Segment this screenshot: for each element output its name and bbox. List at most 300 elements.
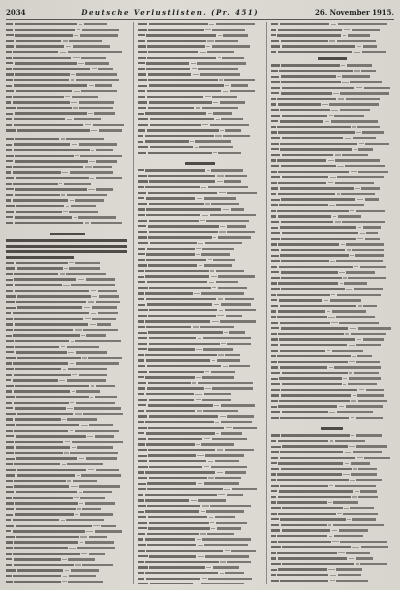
entry-number — [138, 371, 147, 373]
entry-number — [271, 210, 276, 212]
entry-name — [16, 396, 88, 398]
entry-number — [138, 427, 146, 429]
entry-status — [361, 187, 380, 189]
list-entry — [138, 342, 261, 346]
entry-status — [227, 494, 244, 496]
entry-status — [80, 497, 105, 499]
entry-number — [6, 458, 15, 460]
entry-separator — [346, 289, 352, 290]
entry-number — [6, 385, 14, 387]
entry-name — [145, 320, 210, 322]
entry-name — [15, 513, 74, 515]
entry-status — [332, 310, 366, 312]
entry-number — [6, 188, 14, 190]
entry-number — [271, 316, 276, 318]
list-entry — [271, 371, 394, 375]
entry-status — [218, 236, 251, 238]
entry-number — [6, 452, 14, 454]
entry-name — [280, 305, 357, 307]
entry-number — [138, 421, 143, 423]
entry-separator — [330, 580, 335, 581]
entry-separator — [71, 341, 74, 342]
entry-status — [98, 312, 119, 314]
entry-separator — [202, 215, 208, 216]
entry-number — [138, 186, 144, 188]
entry-status — [93, 166, 112, 168]
entry-name — [278, 310, 325, 312]
entry-separator — [225, 550, 230, 551]
entry-separator — [197, 410, 202, 411]
entry-name — [281, 394, 351, 396]
entry-name — [14, 564, 74, 566]
list-entry — [271, 281, 394, 285]
entry-status — [350, 507, 373, 509]
list-entry — [6, 457, 129, 461]
entry-number — [6, 547, 13, 549]
entry-separator — [332, 541, 339, 542]
list-entry — [138, 325, 261, 329]
entry-name — [146, 68, 190, 70]
list-entry — [6, 283, 129, 287]
list-entry — [6, 417, 129, 421]
entry-status — [232, 488, 257, 490]
entry-status — [224, 79, 255, 81]
entry-number — [6, 564, 12, 566]
list-entry — [138, 330, 261, 334]
list-entry — [138, 280, 261, 284]
entry-status — [97, 323, 111, 325]
entry-name — [17, 267, 63, 269]
entry-status — [218, 152, 240, 154]
list-entry — [271, 410, 394, 414]
entry-status — [81, 57, 105, 59]
entry-separator — [212, 287, 216, 288]
entry-number — [6, 166, 12, 168]
entry-separator — [322, 104, 327, 105]
entry-name — [15, 290, 89, 292]
entry-number — [138, 488, 145, 490]
entry-status — [358, 148, 372, 150]
entry-separator — [79, 24, 82, 25]
entry-separator — [63, 576, 67, 577]
entry-name — [145, 135, 214, 137]
entry-number — [271, 215, 277, 217]
entry-status — [71, 569, 99, 571]
entry-separator — [80, 542, 83, 543]
entry-number — [6, 290, 13, 292]
entry-separator — [343, 277, 347, 278]
entry-number — [6, 374, 12, 376]
entry-name — [277, 98, 336, 100]
entry-separator — [192, 68, 197, 69]
entry-name — [14, 480, 66, 482]
entry-status — [227, 231, 255, 233]
entry-status — [98, 68, 113, 70]
entry-number — [6, 79, 13, 81]
entry-status — [360, 490, 377, 492]
entry-name — [149, 220, 199, 222]
entry-separator — [73, 57, 80, 58]
entry-separator — [338, 98, 345, 99]
entry-name — [145, 186, 199, 188]
list-entry — [271, 214, 394, 218]
entry-number — [138, 113, 143, 115]
entry-separator — [80, 536, 87, 537]
entry-status — [227, 192, 257, 194]
list-entry — [6, 373, 129, 377]
entry-separator — [331, 294, 335, 295]
entry-status — [76, 362, 119, 364]
entry-status — [76, 79, 120, 81]
entry-name — [15, 407, 66, 409]
entry-number — [138, 410, 144, 412]
entry-number — [271, 518, 279, 520]
entry-name — [279, 266, 353, 268]
entry-status — [231, 550, 255, 552]
entry-number — [138, 432, 144, 434]
list-entry — [138, 275, 261, 279]
list-entry — [271, 63, 394, 67]
entry-number — [271, 171, 277, 173]
list-entry — [138, 543, 261, 547]
list-entry — [138, 498, 261, 502]
entry-separator — [202, 505, 209, 506]
entry-number — [138, 51, 146, 53]
entry-status — [356, 344, 381, 346]
entry-number — [6, 267, 15, 269]
entry-separator — [88, 113, 93, 114]
entry-name — [279, 70, 352, 72]
entry-number — [6, 368, 14, 370]
entry-status — [365, 238, 380, 240]
entry-status — [73, 45, 111, 47]
header-rule — [6, 19, 394, 20]
entry-name — [282, 411, 328, 413]
entry-separator — [350, 328, 356, 329]
entry-number — [271, 232, 280, 234]
entry-status — [213, 259, 235, 261]
entry-number — [6, 177, 14, 179]
entry-number — [138, 62, 144, 64]
list-entry — [6, 445, 129, 449]
entry-separator — [205, 388, 211, 389]
list-entry — [271, 39, 394, 43]
entry-number — [6, 530, 11, 532]
entry-separator — [67, 408, 73, 409]
entry-status — [64, 183, 91, 185]
list-entry — [271, 142, 394, 146]
entry-status — [96, 149, 113, 151]
entry-number — [6, 160, 13, 162]
entry-status — [216, 270, 244, 272]
list-entry — [271, 147, 394, 151]
entry-number — [138, 538, 143, 540]
entry-status — [202, 248, 234, 250]
entry-status — [363, 305, 376, 307]
list-entry — [6, 378, 129, 382]
list-entry — [6, 89, 129, 93]
entry-status — [349, 377, 381, 379]
section-note-line — [6, 244, 129, 248]
list-entry — [271, 568, 394, 572]
list-entry — [271, 136, 394, 140]
entry-separator — [343, 35, 347, 36]
entry-name — [15, 385, 89, 387]
entry-separator — [75, 413, 82, 414]
entry-number — [138, 566, 148, 568]
list-entry — [271, 393, 394, 397]
entry-separator — [355, 491, 359, 492]
list-entry — [138, 554, 261, 558]
entry-number — [6, 430, 13, 432]
entry-separator — [65, 96, 70, 97]
list-entry — [138, 398, 261, 402]
list-entry — [138, 582, 261, 584]
entry-name — [277, 501, 327, 503]
entry-name — [13, 101, 70, 103]
entry-status — [335, 182, 374, 184]
entry-separator — [217, 315, 224, 316]
entry-separator — [331, 110, 338, 111]
entry-number — [271, 524, 280, 526]
list-entry — [6, 552, 129, 556]
entry-separator — [196, 248, 200, 249]
entry-status — [75, 340, 121, 342]
entry-status — [337, 40, 376, 42]
entry-name — [147, 387, 204, 389]
entry-separator — [63, 369, 67, 370]
entry-name — [149, 555, 196, 557]
list-entry — [271, 354, 394, 358]
entry-status — [360, 266, 386, 268]
entry-number — [138, 393, 144, 395]
entry-number — [6, 62, 13, 64]
list-entry — [6, 317, 129, 321]
entry-status — [85, 62, 109, 64]
entry-status — [92, 306, 118, 308]
entry-number — [138, 270, 143, 272]
entry-name — [15, 23, 77, 25]
entry-separator — [74, 497, 78, 498]
text-column-3 — [271, 22, 394, 584]
list-entry — [138, 426, 261, 430]
entry-separator — [198, 243, 203, 244]
entry-name — [278, 215, 331, 217]
list-entry — [271, 225, 394, 229]
entry-name — [17, 357, 81, 359]
text-column-2 — [138, 22, 261, 584]
entry-status — [204, 197, 236, 199]
entry-status — [229, 331, 245, 333]
entry-separator — [332, 530, 337, 531]
list-entry — [138, 375, 261, 379]
list-entry — [138, 392, 261, 396]
entry-name — [14, 84, 87, 86]
entry-status — [225, 129, 241, 131]
entry-status — [67, 379, 106, 381]
entry-status — [202, 376, 233, 378]
entry-number — [271, 490, 278, 492]
list-entry — [271, 22, 394, 26]
entry-name — [282, 529, 330, 531]
entry-status — [337, 294, 381, 296]
entry-status — [76, 351, 107, 353]
entry-status — [334, 115, 364, 117]
entry-number — [6, 362, 12, 364]
entry-number — [271, 120, 279, 122]
entry-separator — [61, 194, 65, 195]
entry-separator — [325, 121, 329, 122]
entry-status — [225, 471, 247, 473]
entry-separator — [335, 221, 341, 222]
entry-separator — [211, 276, 217, 277]
entry-separator — [207, 40, 213, 41]
entry-status — [204, 482, 239, 484]
entry-number — [138, 483, 145, 485]
list-entry — [271, 198, 394, 202]
entry-status — [83, 491, 111, 493]
entry-status — [75, 430, 120, 432]
list-entry — [271, 259, 394, 263]
entry-separator — [72, 447, 76, 448]
entry-status — [227, 343, 250, 345]
entry-status — [79, 374, 107, 376]
list-entry — [6, 568, 129, 572]
entry-separator — [330, 575, 337, 576]
entry-name — [282, 87, 354, 89]
entry-separator — [327, 311, 331, 312]
entry-number — [271, 51, 277, 53]
list-entry — [138, 448, 261, 452]
entry-status — [77, 446, 112, 448]
entry-number — [6, 441, 14, 443]
entry-separator — [85, 222, 89, 223]
entry-name — [147, 365, 221, 367]
entry-status — [346, 271, 375, 273]
list-entry — [138, 414, 261, 418]
entry-name — [15, 216, 72, 218]
list-entry — [138, 128, 261, 132]
entry-separator — [90, 178, 94, 179]
entry-name — [147, 129, 219, 131]
list-entry — [138, 235, 261, 239]
list-entry — [271, 388, 394, 392]
entry-name — [278, 51, 353, 53]
list-entry — [6, 193, 129, 197]
entry-number — [138, 527, 146, 529]
entry-number — [6, 312, 11, 314]
entry-status — [365, 143, 389, 145]
entry-separator — [202, 578, 207, 579]
section-heading-text — [50, 233, 85, 236]
list-entry — [271, 265, 394, 269]
entry-number — [6, 118, 12, 120]
entry-number — [271, 394, 280, 396]
list-entry — [271, 114, 394, 118]
entry-separator — [93, 525, 99, 526]
entry-separator — [62, 581, 67, 582]
entry-number — [138, 264, 146, 266]
entry-separator — [88, 469, 95, 470]
entry-name — [279, 338, 355, 340]
entry-status — [348, 383, 378, 385]
section-note-line — [6, 255, 129, 259]
list-entry — [138, 28, 261, 32]
entry-number — [138, 572, 144, 574]
entry-status — [334, 535, 363, 537]
entry-separator — [62, 419, 66, 420]
list-entry — [6, 67, 129, 71]
list-entry — [271, 326, 394, 330]
entry-separator — [73, 107, 78, 108]
entry-status — [204, 544, 248, 546]
list-entry — [138, 174, 261, 178]
list-entry — [6, 389, 129, 393]
section-heading — [271, 56, 394, 61]
entry-status — [227, 415, 254, 417]
entry-name — [148, 175, 215, 177]
entry-separator — [341, 244, 345, 245]
entry-number — [6, 144, 12, 146]
list-entry — [6, 61, 129, 65]
entry-separator — [349, 372, 352, 373]
entry-number — [271, 529, 281, 531]
entry-number — [138, 494, 143, 496]
entry-name — [145, 275, 209, 277]
entry-number — [271, 411, 281, 413]
entry-separator — [220, 573, 224, 574]
list-entry — [271, 382, 394, 386]
entry-status — [363, 45, 377, 47]
entry-number — [138, 561, 143, 563]
entry-number — [271, 361, 277, 363]
entry-separator — [72, 144, 78, 145]
entry-status — [215, 460, 240, 462]
list-entry — [6, 95, 129, 99]
entry-name — [14, 485, 69, 487]
entry-name — [278, 103, 321, 105]
entry-separator — [357, 339, 361, 340]
entry-name — [148, 225, 219, 227]
entry-status — [201, 583, 244, 584]
entry-number — [138, 460, 147, 462]
entry-status — [217, 359, 240, 361]
entry-separator — [328, 160, 334, 161]
entry-separator — [197, 455, 203, 456]
entry-number — [271, 109, 279, 111]
entry-name — [145, 471, 215, 473]
list-entry — [6, 159, 129, 163]
entry-status — [86, 457, 118, 459]
list-entry — [6, 473, 129, 477]
entry-status — [85, 541, 115, 543]
entry-number — [138, 583, 148, 584]
entry-name — [149, 287, 210, 289]
entry-status — [231, 208, 244, 210]
entry-status — [338, 23, 387, 25]
entry-name — [148, 331, 223, 333]
entry-number — [271, 535, 276, 537]
entry-separator — [190, 141, 194, 142]
entry-number — [138, 505, 145, 507]
entry-status — [338, 574, 362, 576]
entry-name — [277, 473, 341, 475]
entry-status — [343, 513, 378, 515]
entry-number — [6, 418, 13, 420]
entry-separator — [198, 545, 203, 546]
entry-name — [146, 259, 206, 261]
entry-status — [210, 214, 256, 216]
